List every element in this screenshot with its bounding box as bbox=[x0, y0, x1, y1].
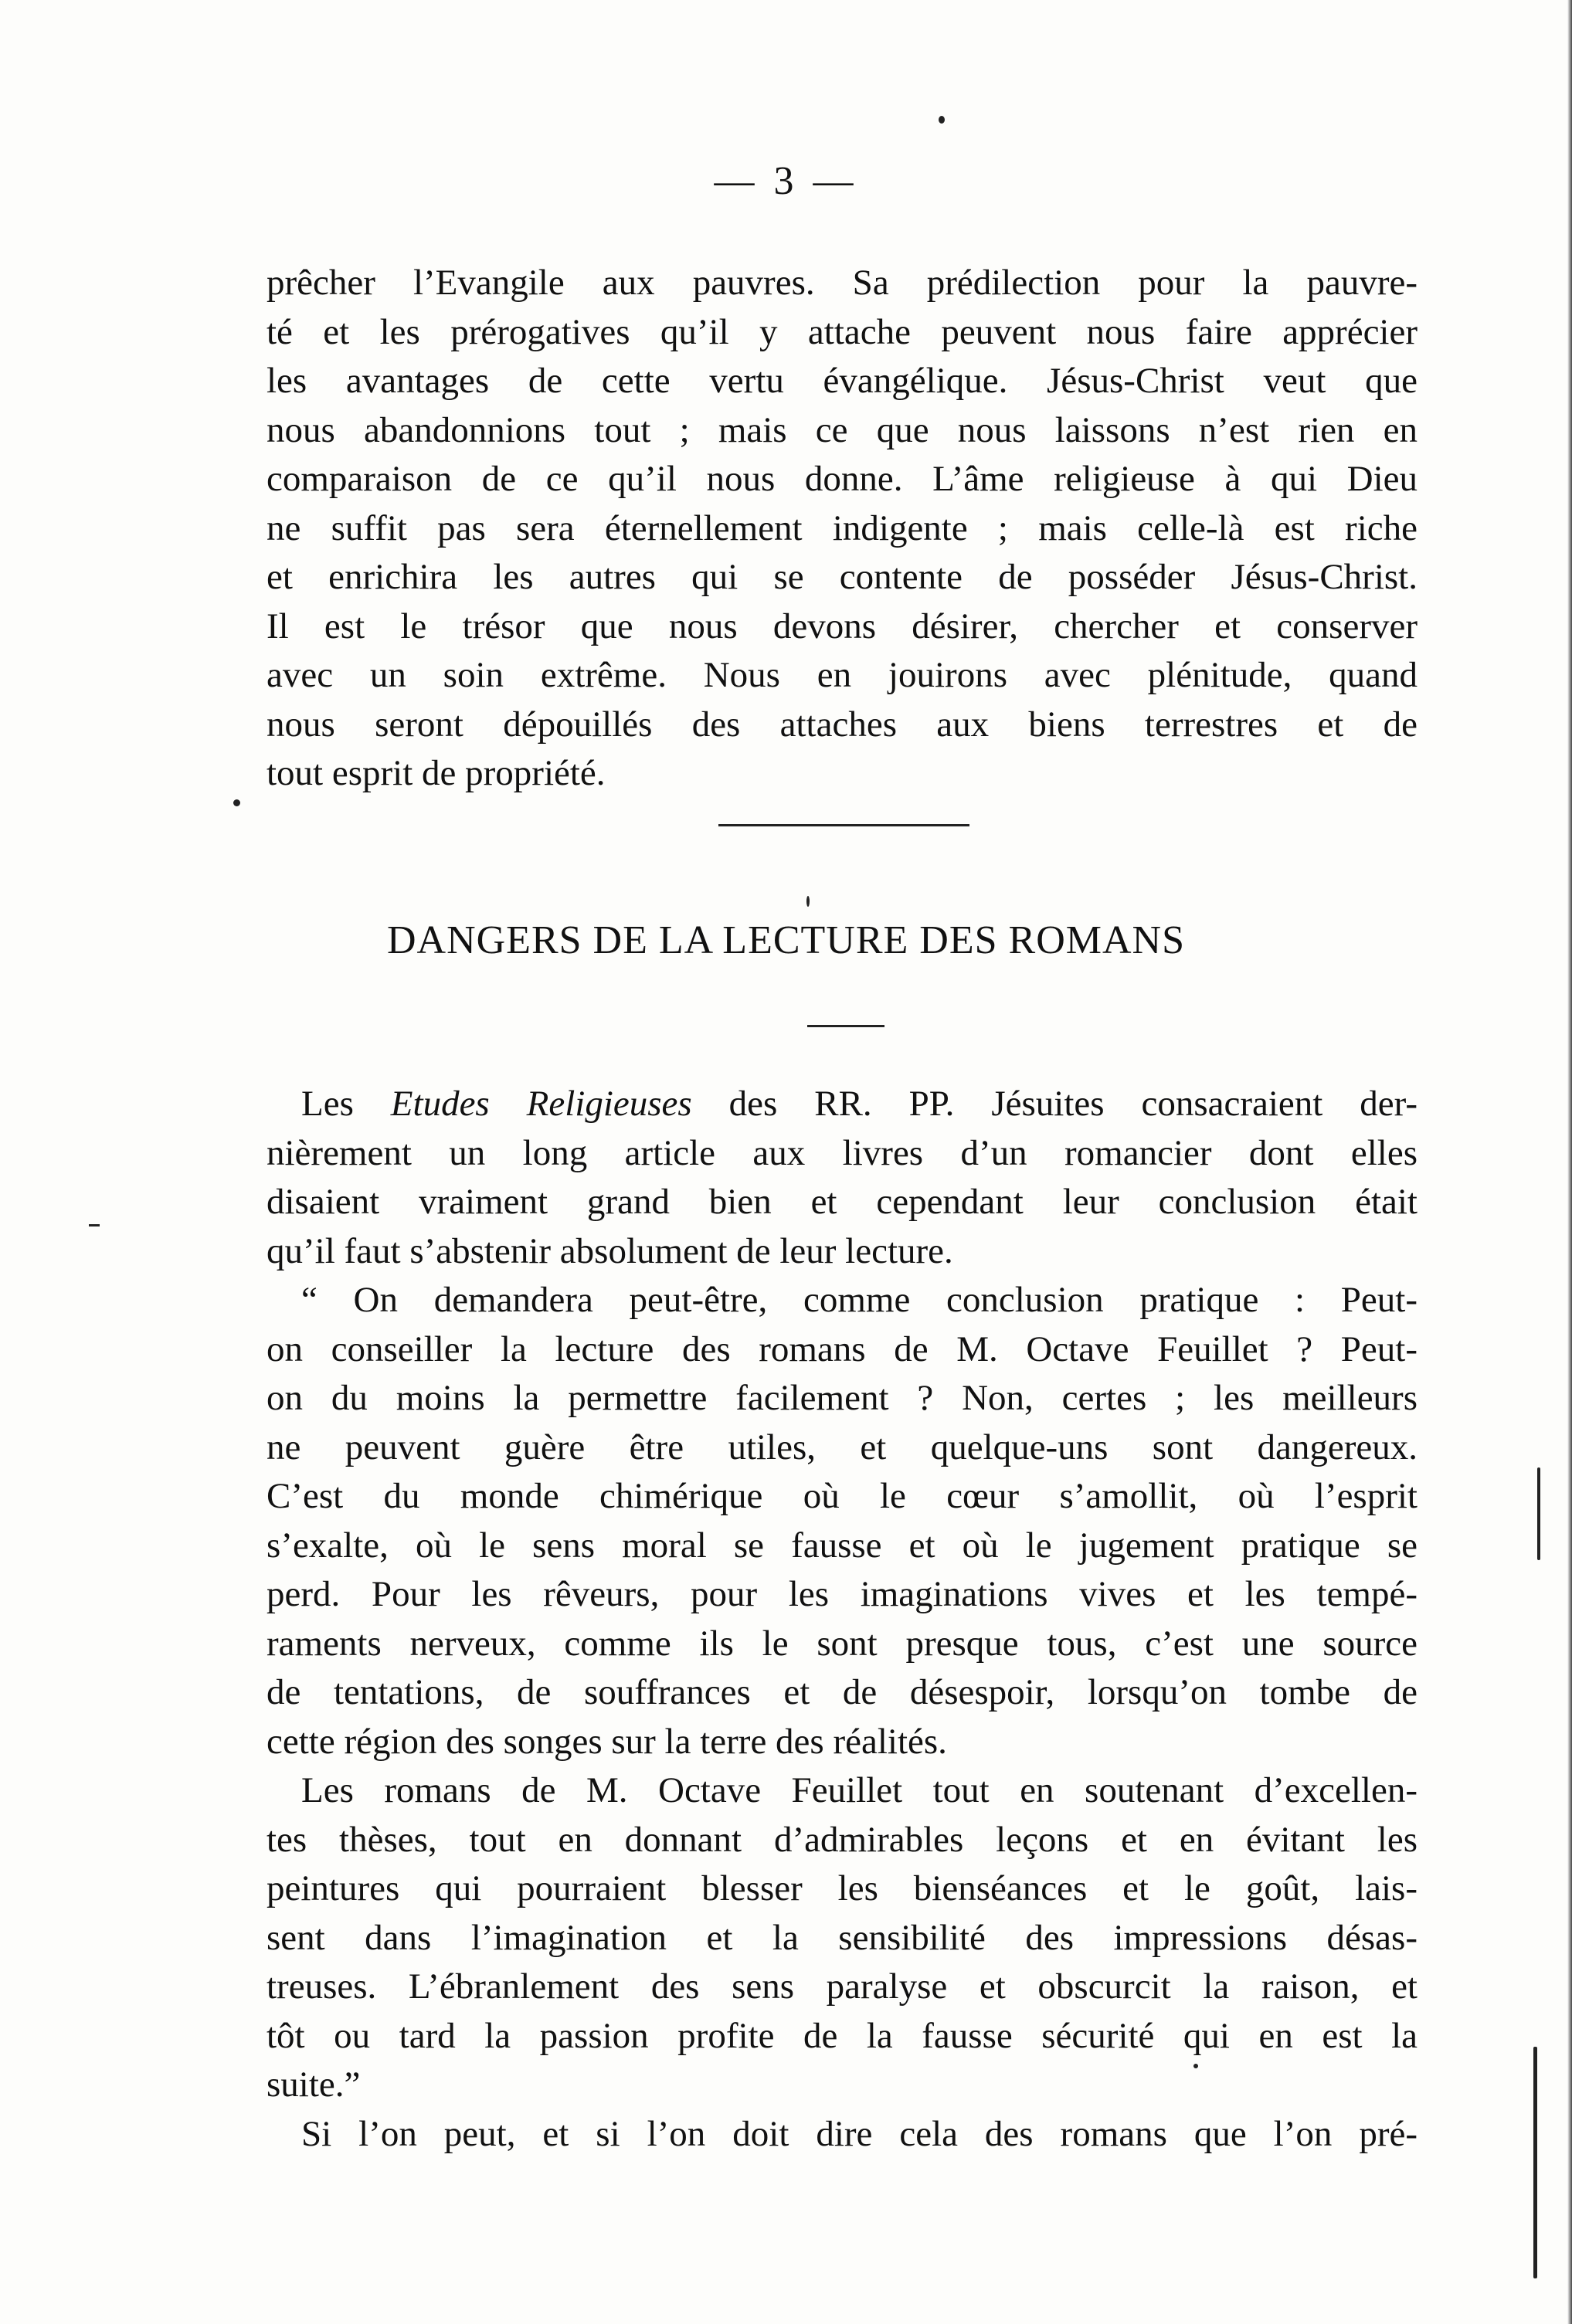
scan-speck bbox=[1193, 2064, 1198, 2068]
text-line: nous seront dépouillés des attaches aux biens terrestres et de bbox=[267, 704, 1418, 745]
text-line: de tentations, de souffrances et de désespoir, lorsqu’on tombe de bbox=[267, 1672, 1418, 1712]
text-line: comparaison de ce qu’il nous donne. L’âme religieuse à qui Dieu bbox=[267, 459, 1418, 499]
text-line: avec un soin extrême. Nous en jouirons avec plénitude, quand bbox=[267, 655, 1418, 695]
text-run: des RR. PP. Jésuites consacraient der- bbox=[691, 1084, 1418, 1124]
text-line: nous abandonnions tout ; mais ce que nous laissons n’est rien en bbox=[267, 409, 1418, 450]
text-line: peintures qui pourraient blesser les bienséances et le goût, lais- bbox=[267, 1868, 1418, 1908]
scan-speck bbox=[89, 1224, 100, 1226]
text-line: Les romans de M. Octave Feuillet tout en soutenant d’excellen- bbox=[301, 1770, 1418, 1810]
text-line: treuses. L’ébranlement des sens paralyse et obscurcit la raison, et bbox=[267, 1966, 1418, 2007]
text-line: suite.” bbox=[267, 2064, 361, 2105]
scan-speck bbox=[233, 799, 240, 806]
text-line: Il est le trésor que nous devons désirer, chercher et conserver bbox=[267, 606, 1418, 646]
paragraph-poverty bbox=[267, 259, 1418, 799]
text-line: on du moins la permettre facilement ? Non, certes ; les meilleurs bbox=[267, 1378, 1418, 1418]
text-line: et enrichira les autres qui se contente de posséder Jésus-Christ. bbox=[267, 557, 1418, 597]
article-body bbox=[267, 1080, 1418, 2159]
text-line: prêcher l’Evangile aux pauvres. Sa prédilection pour la pauvre- bbox=[267, 263, 1418, 303]
text-line: sent dans l’imagination et la sensibilité des impressions désas- bbox=[267, 1917, 1418, 1958]
text-line: tôt ou tard la passion profite de la fausse sécurité qui en est la bbox=[267, 2015, 1418, 2056]
text-line: “ On demandera peut-être, comme conclusion pratique : Peut- bbox=[301, 1280, 1418, 1320]
scan-speck bbox=[806, 896, 810, 907]
text-line: C’est du monde chimérique où le cœur s’amollit, où l’esprit bbox=[267, 1476, 1418, 1516]
text-line: Si l’on peut, et si l’on doit dire cela des romans que l’on pré- bbox=[301, 2113, 1418, 2154]
text-line: perd. Pour les rêveurs, pour les imaginations vives et les tempé- bbox=[267, 1574, 1418, 1614]
scan-speck bbox=[939, 116, 945, 124]
text-line: les avantages de cette vertu évangélique. Jésus-Christ veut que bbox=[267, 361, 1418, 401]
text-line: ne peuvent guère être utiles, et quelque-uns sont dangereux. bbox=[267, 1427, 1418, 1467]
text-line bbox=[267, 1080, 1418, 1129]
journal-title: Etudes Religieuses bbox=[390, 1084, 692, 1124]
text-line: té et les prérogatives qu’il y attache peuvent nous faire apprécier bbox=[267, 311, 1418, 352]
section-divider bbox=[718, 824, 969, 826]
text-line: tout esprit de propriété. bbox=[267, 753, 606, 793]
text-line: ne suffit pas sera éternellement indigente ; mais celle-là est riche bbox=[267, 507, 1418, 548]
scan-speck bbox=[1537, 1467, 1540, 1560]
page-edge-shadow bbox=[1567, 0, 1572, 2324]
text-line: qu’il faut s’abstenir absolument de leur lecture. bbox=[267, 1230, 953, 1271]
section-heading: DANGERS DE LA LECTURE DES ROMANS bbox=[386, 918, 1186, 962]
text-line: s’exalte, où le sens moral se fausse et où le jugement pratique se bbox=[267, 1525, 1418, 1566]
text-line: disaient vraiment grand bien et cependant leur conclusion était bbox=[267, 1182, 1418, 1222]
scan-speck bbox=[1533, 2047, 1537, 2278]
text-line: raments nerveux, comme ils le sont presque tous, c’est une source bbox=[267, 1623, 1418, 1664]
text-line: tes thèses, tout en donnant d’admirables leçons et en évitant les bbox=[267, 1819, 1418, 1860]
text-line: nièrement un long article aux livres d’un romancier dont elles bbox=[267, 1132, 1418, 1173]
heading-underline bbox=[807, 1025, 884, 1027]
text-run: Les bbox=[301, 1084, 391, 1124]
text-line: on conseiller la lecture des romans de M. Octave Feuillet ? Peut- bbox=[267, 1328, 1418, 1369]
text-line: cette région des songes sur la terre des réalités. bbox=[267, 1721, 947, 1762]
page-number: — 3 — bbox=[714, 159, 858, 203]
